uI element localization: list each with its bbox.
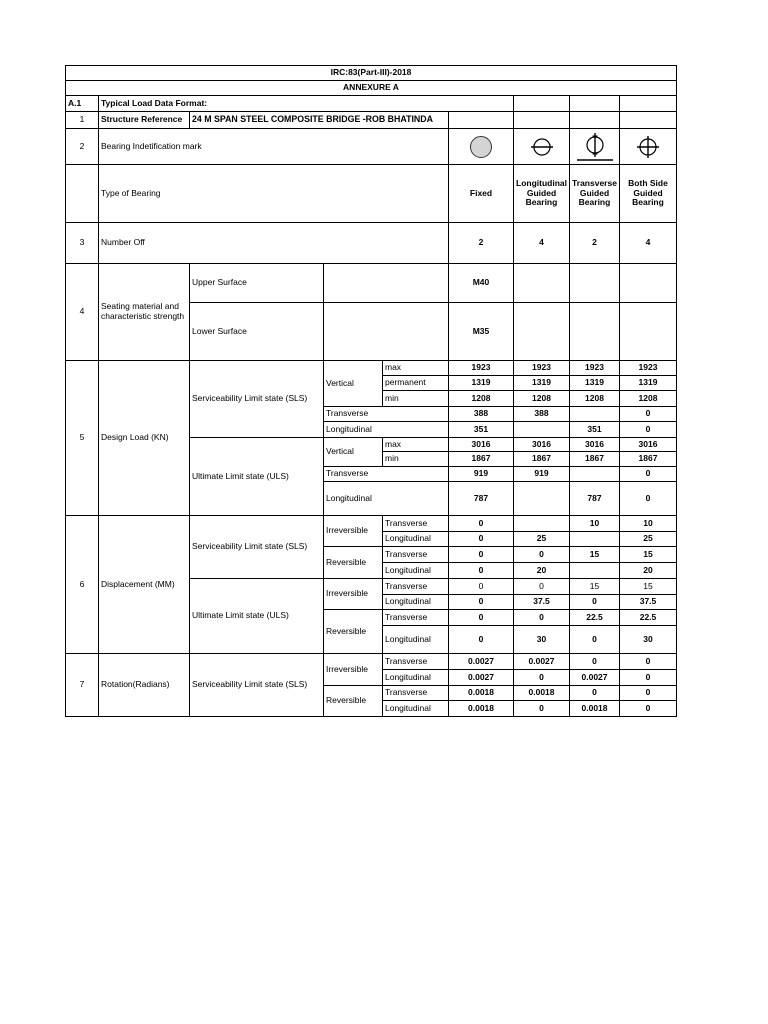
- irreversible-label: Irreversible: [324, 579, 383, 610]
- sls-label: Serviceability Limit state (SLS): [190, 516, 324, 579]
- row-number: 6: [66, 516, 99, 654]
- displacement-label: Displacement (MM): [99, 516, 190, 654]
- number-off-both-side: 4: [620, 223, 677, 264]
- displacement-value: 25: [620, 532, 677, 547]
- circle-cross-guide-icon: [633, 134, 663, 160]
- row-number: 1: [66, 112, 99, 129]
- row-number: 7: [66, 654, 99, 717]
- empty-cell: [620, 96, 677, 112]
- rotation-value: 0: [620, 701, 677, 717]
- load-value: 1208: [514, 391, 570, 407]
- empty-cell: [514, 112, 570, 129]
- empty-cell: [383, 407, 449, 422]
- rotation-value: 0: [620, 686, 677, 701]
- empty-cell: [383, 467, 449, 482]
- rotation-label: Rotation(Radians): [99, 654, 190, 717]
- bearing-type-both-side: Both Side Guided Bearing: [620, 165, 677, 223]
- load-value: 0: [620, 407, 677, 422]
- rotation-value: 0.0027: [514, 654, 570, 670]
- displacement-value: 15: [570, 579, 620, 595]
- rotation-value: 0: [570, 686, 620, 701]
- load-value: 0: [620, 422, 677, 438]
- displacement-value: 0: [514, 547, 570, 563]
- displacement-value: 22.5: [570, 610, 620, 626]
- empty-cell: [383, 422, 449, 438]
- longitudinal-label: Longitudinal: [383, 670, 449, 686]
- bearing-type-longitudinal: Longitudinal Guided Bearing: [514, 165, 570, 223]
- empty-cell: [570, 96, 620, 112]
- rotation-value: 0.0018: [514, 686, 570, 701]
- load-value: 1867: [514, 452, 570, 467]
- load-value: 1867: [620, 452, 677, 467]
- transverse-label: Transverse: [383, 579, 449, 595]
- vertical-label: Vertical: [324, 438, 383, 467]
- empty-cell: [383, 482, 449, 516]
- displacement-value: 0: [449, 579, 514, 595]
- rotation-value: 0.0018: [570, 701, 620, 717]
- load-value: 1923: [620, 361, 677, 376]
- longitudinal-label: Longitudinal: [324, 482, 383, 516]
- displacement-value: 0: [449, 516, 514, 532]
- displacement-value: 25: [514, 532, 570, 547]
- load-value: [570, 407, 620, 422]
- load-value: 787: [570, 482, 620, 516]
- sls-label: Serviceability Limit state (SLS): [190, 654, 324, 717]
- min-label: min: [383, 391, 449, 407]
- filled-circle-icon: [468, 134, 494, 160]
- transverse-label: Transverse: [383, 610, 449, 626]
- irreversible-label: Irreversible: [324, 654, 383, 686]
- empty-cell: [324, 264, 383, 303]
- design-load-label: Design Load (KN): [99, 361, 190, 516]
- load-data-table: [65, 65, 677, 717]
- number-off-fixed: 2: [449, 223, 514, 264]
- load-value: 1923: [570, 361, 620, 376]
- empty-cell: [449, 112, 514, 129]
- section-title: Typical Load Data Format:: [99, 96, 514, 112]
- load-value: 3016: [620, 438, 677, 452]
- displacement-value: 0: [570, 626, 620, 654]
- displacement-value: 15: [570, 547, 620, 563]
- load-value: 1208: [449, 391, 514, 407]
- rotation-value: 0: [570, 654, 620, 670]
- rotation-value: 0.0027: [449, 670, 514, 686]
- load-value: 1319: [620, 376, 677, 391]
- load-value: 1867: [449, 452, 514, 467]
- displacement-value: 0: [449, 595, 514, 610]
- structure-reference-label: Structure Reference: [99, 112, 190, 129]
- rotation-value: 0.0018: [449, 701, 514, 717]
- type-of-bearing-label: Type of Bearing: [99, 165, 449, 223]
- rotation-value: 0: [514, 701, 570, 717]
- transverse-label: Transverse: [383, 654, 449, 670]
- uls-label: Ultimate Limit state (ULS): [190, 438, 324, 516]
- permanent-label: permanent: [383, 376, 449, 391]
- lower-surface-label: Lower Surface: [190, 303, 324, 361]
- transverse-label: Transverse: [383, 686, 449, 701]
- empty-cell: [383, 264, 449, 303]
- reversible-label: Reversible: [324, 686, 383, 717]
- section-number: A.1: [66, 96, 99, 112]
- displacement-value: 0: [449, 563, 514, 579]
- displacement-value: [570, 532, 620, 547]
- rotation-value: 0: [620, 654, 677, 670]
- empty-cell: [570, 112, 620, 129]
- load-value: 1319: [514, 376, 570, 391]
- load-value: [514, 482, 570, 516]
- empty-cell: [514, 96, 570, 112]
- row-number: 3: [66, 223, 99, 264]
- structure-reference-value: 24 M SPAN STEEL COMPOSITE BRIDGE -ROB BHATINDA: [190, 112, 449, 129]
- empty-cell: [324, 303, 383, 361]
- row-number: 5: [66, 361, 99, 516]
- load-value: 1923: [514, 361, 570, 376]
- bearing-type-transverse: Transverse Guided Bearing: [570, 165, 620, 223]
- load-value: [514, 422, 570, 438]
- load-value: 919: [449, 467, 514, 482]
- load-value: 1319: [570, 376, 620, 391]
- circle-vertical-guide-icon: [573, 132, 617, 162]
- seating-material-label: Seating material and characteristic strength: [99, 264, 190, 361]
- empty-cell: [620, 112, 677, 129]
- longitudinal-label: Longitudinal: [383, 563, 449, 579]
- displacement-value: 30: [620, 626, 677, 654]
- rotation-value: 0.0027: [449, 654, 514, 670]
- vertical-label: Vertical: [324, 361, 383, 407]
- seating-lower-cell: [570, 303, 620, 361]
- load-value: 919: [514, 467, 570, 482]
- seating-upper-cell: [514, 264, 570, 303]
- displacement-value: 37.5: [620, 595, 677, 610]
- longitudinal-label: Longitudinal: [383, 532, 449, 547]
- bearing-type-fixed: Fixed: [449, 165, 514, 223]
- reversible-label: Reversible: [324, 610, 383, 654]
- longitudinal-label: Longitudinal: [383, 626, 449, 654]
- load-value: 351: [570, 422, 620, 438]
- transverse-label: Transverse: [383, 516, 449, 532]
- load-value: 1208: [570, 391, 620, 407]
- longitudinal-label: Longitudinal: [383, 701, 449, 717]
- load-value: 3016: [449, 438, 514, 452]
- rotation-value: 0: [514, 670, 570, 686]
- sls-label: Serviceability Limit state (SLS): [190, 361, 324, 438]
- empty-cell: [383, 303, 449, 361]
- circle-horizontal-guide-icon: [527, 134, 557, 160]
- displacement-value: [514, 516, 570, 532]
- seating-upper-cell: [570, 264, 620, 303]
- load-value: 3016: [570, 438, 620, 452]
- rotation-value: 0.0027: [570, 670, 620, 686]
- bearing-mark-label: Bearing Indetification mark: [99, 129, 449, 165]
- displacement-value: 0: [514, 610, 570, 626]
- bearing-mark-both-side: [620, 129, 677, 165]
- empty-cell: [66, 165, 99, 223]
- load-value: 1208: [620, 391, 677, 407]
- rotation-value: 0: [620, 670, 677, 686]
- displacement-value: 0: [449, 610, 514, 626]
- transverse-label: Transverse: [324, 407, 383, 422]
- transverse-label: Transverse: [383, 547, 449, 563]
- displacement-value: 37.5: [514, 595, 570, 610]
- load-value: 787: [449, 482, 514, 516]
- transverse-label: Transverse: [324, 467, 383, 482]
- seating-upper-cell: [620, 264, 677, 303]
- seating-lower-cell: M35: [449, 303, 514, 361]
- row-number: 4: [66, 264, 99, 361]
- longitudinal-label: Longitudinal: [383, 595, 449, 610]
- displacement-value: 20: [514, 563, 570, 579]
- displacement-value: 15: [620, 579, 677, 595]
- displacement-value: 20: [620, 563, 677, 579]
- number-off-transverse: 2: [570, 223, 620, 264]
- upper-surface-label: Upper Surface: [190, 264, 324, 303]
- reversible-label: Reversible: [324, 547, 383, 579]
- displacement-value: 10: [570, 516, 620, 532]
- displacement-value: 22.5: [620, 610, 677, 626]
- longitudinal-label: Longitudinal: [324, 422, 383, 438]
- load-value: 1319: [449, 376, 514, 391]
- irreversible-label: Irreversible: [324, 516, 383, 547]
- seating-lower-cell: [620, 303, 677, 361]
- number-off-label: Number Off: [99, 223, 449, 264]
- load-value: 0: [620, 482, 677, 516]
- load-value: [570, 467, 620, 482]
- number-off-longitudinal: 4: [514, 223, 570, 264]
- displacement-value: [570, 563, 620, 579]
- displacement-value: 10: [620, 516, 677, 532]
- standard-title: IRC:83(Part-III)-2018: [66, 66, 677, 81]
- min-label: min: [383, 452, 449, 467]
- load-value: 351: [449, 422, 514, 438]
- load-value: 1923: [449, 361, 514, 376]
- load-value: 3016: [514, 438, 570, 452]
- load-value: 0: [620, 467, 677, 482]
- max-label: max: [383, 438, 449, 452]
- displacement-value: 0: [514, 579, 570, 595]
- displacement-value: 0: [449, 547, 514, 563]
- displacement-value: 30: [514, 626, 570, 654]
- bearing-mark-transverse: [570, 129, 620, 165]
- displacement-value: 0: [570, 595, 620, 610]
- displacement-value: 0: [449, 626, 514, 654]
- uls-label: Ultimate Limit state (ULS): [190, 579, 324, 654]
- load-value: 388: [449, 407, 514, 422]
- max-label: max: [383, 361, 449, 376]
- row-number: 2: [66, 129, 99, 165]
- displacement-value: 15: [620, 547, 677, 563]
- seating-upper-cell: M40: [449, 264, 514, 303]
- load-value: 1867: [570, 452, 620, 467]
- load-value: 388: [514, 407, 570, 422]
- bearing-mark-longitudinal: [514, 129, 570, 165]
- rotation-value: 0.0018: [449, 686, 514, 701]
- bearing-mark-fixed: [449, 129, 514, 165]
- annexure-title: ANNEXURE A: [66, 81, 677, 96]
- seating-lower-cell: [514, 303, 570, 361]
- displacement-value: 0: [449, 532, 514, 547]
